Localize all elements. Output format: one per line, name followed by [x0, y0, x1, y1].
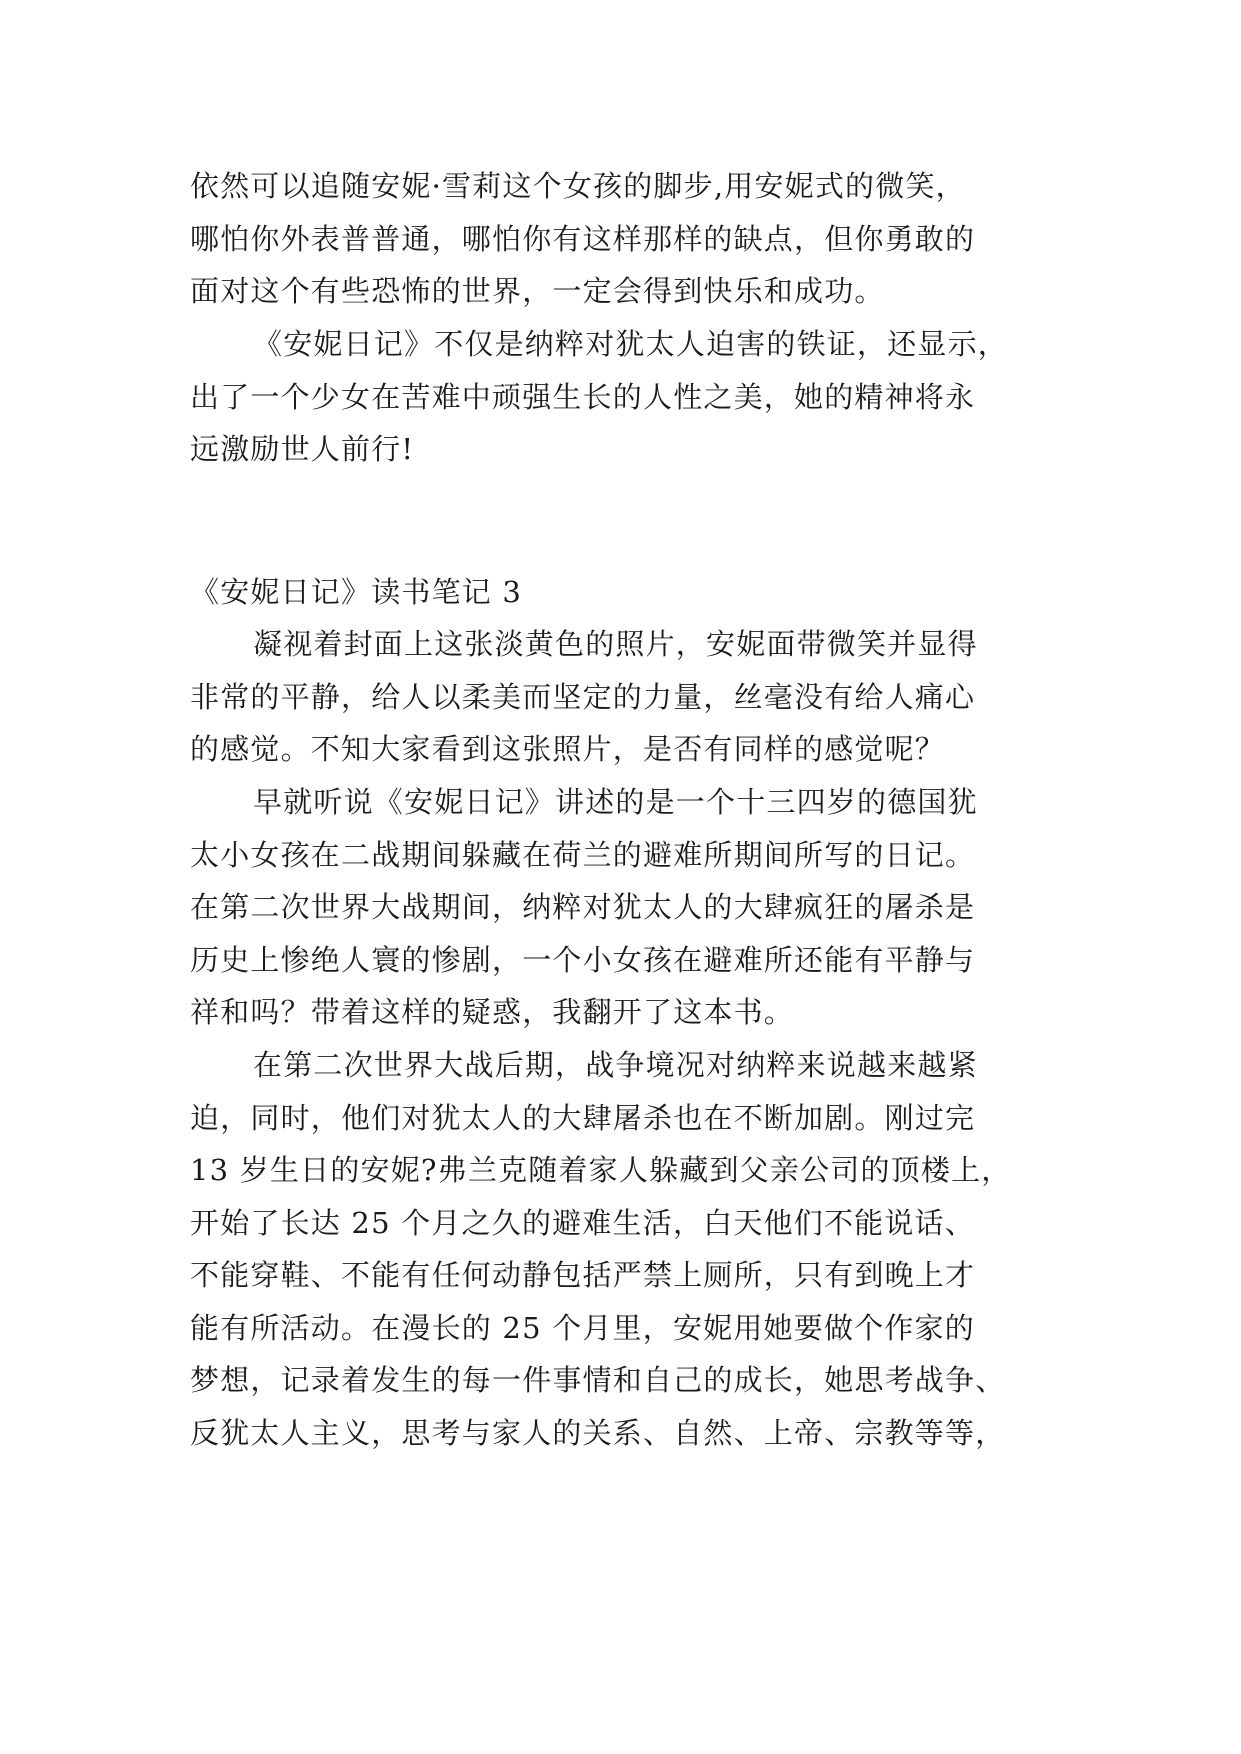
- text-line: 在第二次世界大战期间，纳粹对犹太人的大肆疯狂的屠杀是: [190, 890, 976, 924]
- section-heading: [190, 566, 1070, 619]
- text-line: 祥和吗？带着这样的疑惑，我翻开了这本书。: [190, 995, 795, 1029]
- text-line: 《安妮日记》不仅是纳粹对犹太人迫害的铁证，还显示，: [253, 327, 1009, 361]
- text-line: 梦想，记录着发生的每一件事情和自己的成长，她思考战争、: [190, 1363, 1006, 1397]
- paragraph-story: [190, 1039, 1070, 1459]
- text-line: 开始了长达 25 个月之久的避难生活，白天他们不能说话、: [190, 1205, 975, 1240]
- closing-paragraph: [190, 318, 1070, 476]
- paragraph-photo: [190, 618, 1070, 776]
- text-line: 不能穿鞋、不能有任何动静包括严禁上厕所，只有到晚上才: [190, 1258, 976, 1292]
- text-line: 在第二次世界大战后期，战争境况对纳粹来说越来越紧: [253, 1048, 978, 1082]
- text-line: 反犹太人主义，思考与家人的关系、自然、上帝、宗教等等，: [190, 1415, 1006, 1450]
- text-line: 的感觉。不知大家看到这张照片，是否有同样的感觉呢？: [190, 732, 946, 766]
- text-line: 迫，同时，他们对犹太人的大肆屠杀也在不断加剧。刚过完: [190, 1100, 976, 1135]
- text-line: 非常的平静，给人以柔美而坚定的力量，丝毫没有给人痛心: [190, 679, 976, 714]
- text-line: 出了一个少女在苦难中顽强生长的人性之美，她的精神将永: [190, 379, 976, 414]
- text-line: 太小女孩在二战期间躲藏在荷兰的避难所期间所写的日记。: [190, 837, 976, 872]
- heading-title: 《安妮日记》读书笔记 3: [190, 575, 523, 609]
- text-line: 13 岁生日的安妮?弗兰克随着家人躲藏到父亲公司的顶楼上，: [190, 1153, 1012, 1187]
- text-line: 远激励世人前行!: [190, 432, 415, 466]
- text-line: 凝视着封面上这张淡黄色的照片，安妮面带微笑并显得: [253, 627, 978, 661]
- text-line: 哪怕你外表普普通，哪怕你有这样那样的缺点，但你勇敢的: [190, 221, 976, 256]
- paragraph-intro: [190, 776, 1070, 1039]
- text-line: 历史上惨绝人寰的惨剧，一个小女孩在避难所还能有平静与: [190, 942, 976, 977]
- text-line: 能有所活动。在漫长的 25 个月里，安妮用她要做个作家的: [190, 1310, 975, 1345]
- continued-paragraph: [190, 160, 1070, 318]
- text-line: 依然可以追随安妮·雪莉这个女孩的脚步,用安妮式的微笑，: [190, 169, 966, 203]
- text-line: 面对这个有些恐怖的世界，一定会得到快乐和成功。: [190, 274, 885, 308]
- text-line: 早就听说《安妮日记》讲述的是一个十三四岁的德国犹: [253, 785, 978, 819]
